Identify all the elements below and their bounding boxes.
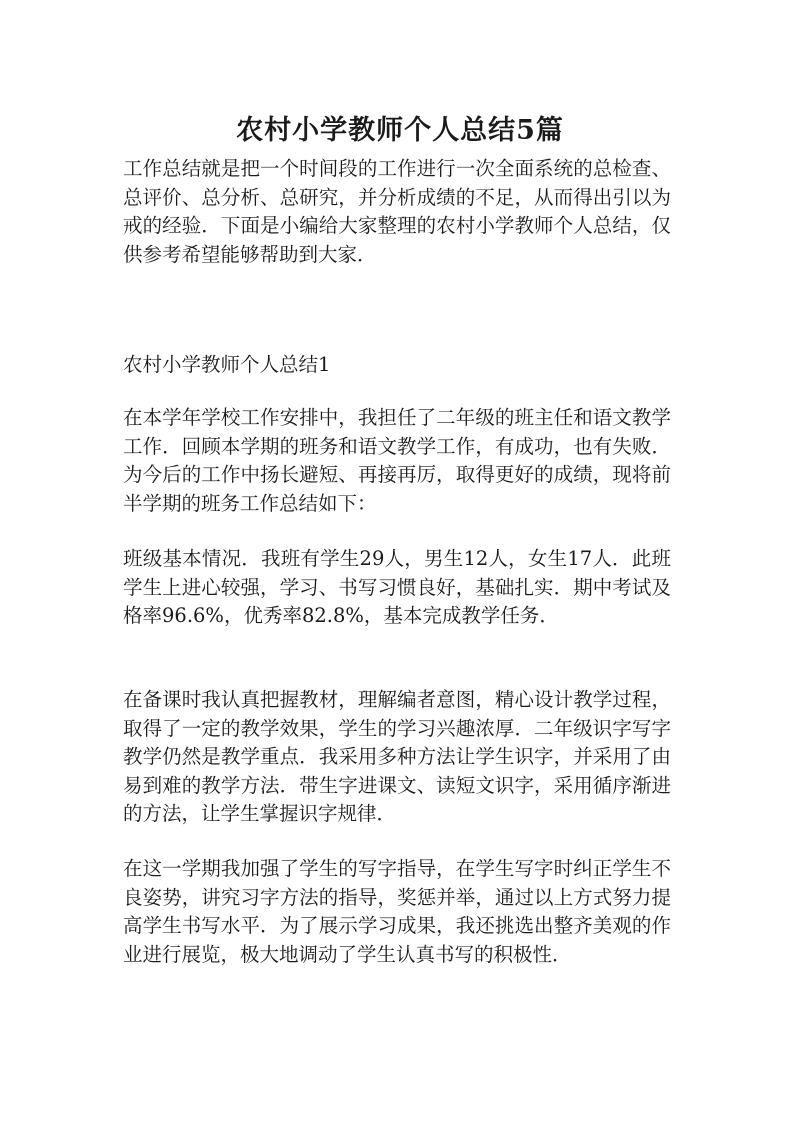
body-paragraph: 在本学年学校工作安排中，我担任了二年级的班主任和语文教学工作．回顾本学期的班务和语文教学工作，有成功，也有失败．为今后的工作中扬长避短、再接再厉，取得更好的成绩，现将前半学期的班务工作总结如下： (123, 406, 671, 515)
intro-paragraph: 工作总结就是把一个时间段的工作进行一次全面系统的总检查、总评价、总分析、总研究，并分析成绩的不足，从而得出引以为戒的经验．下面是小编给大家整理的农村小学教师个人总结，仅供参考希望能够帮助到大家． (123, 157, 671, 266)
section-heading: 农村小学教师个人总结1 (123, 353, 331, 376)
body-paragraph: 在备课时我认真把握教材，理解编者意图，精心设计教学过程，取得了一定的教学效果，学生的学习兴趣浓厚．二年级识字写字教学仍然是教学重点．我采用多种方法让学生识字，并采用了由易到难的教学方法．带生字进课文、读短文识字，采用循序渐进的方法，让学生掌握识字规律． (123, 688, 671, 826)
body-paragraph: 班级基本情况．我班有学生29人，男生12人，女生17人．此班学生上进心较强，学习、书写习惯良好，基础扎实．期中考试及格率96.6%，优秀率82.8%，基本完成教学任务． (123, 547, 671, 628)
body-paragraph: 在这一学期我加强了学生的写字指导，在学生写字时纠正学生不良姿势，讲究习字方法的指导，奖惩并举，通过以上方式努力提高学生书写水平．为了展示学习成果，我还挑选出整齐美观的作业进行展览，极大地调动了学生认真书写的积极性． (123, 857, 671, 966)
document-title: 农村小学教师个人总结5篇 (236, 115, 564, 146)
